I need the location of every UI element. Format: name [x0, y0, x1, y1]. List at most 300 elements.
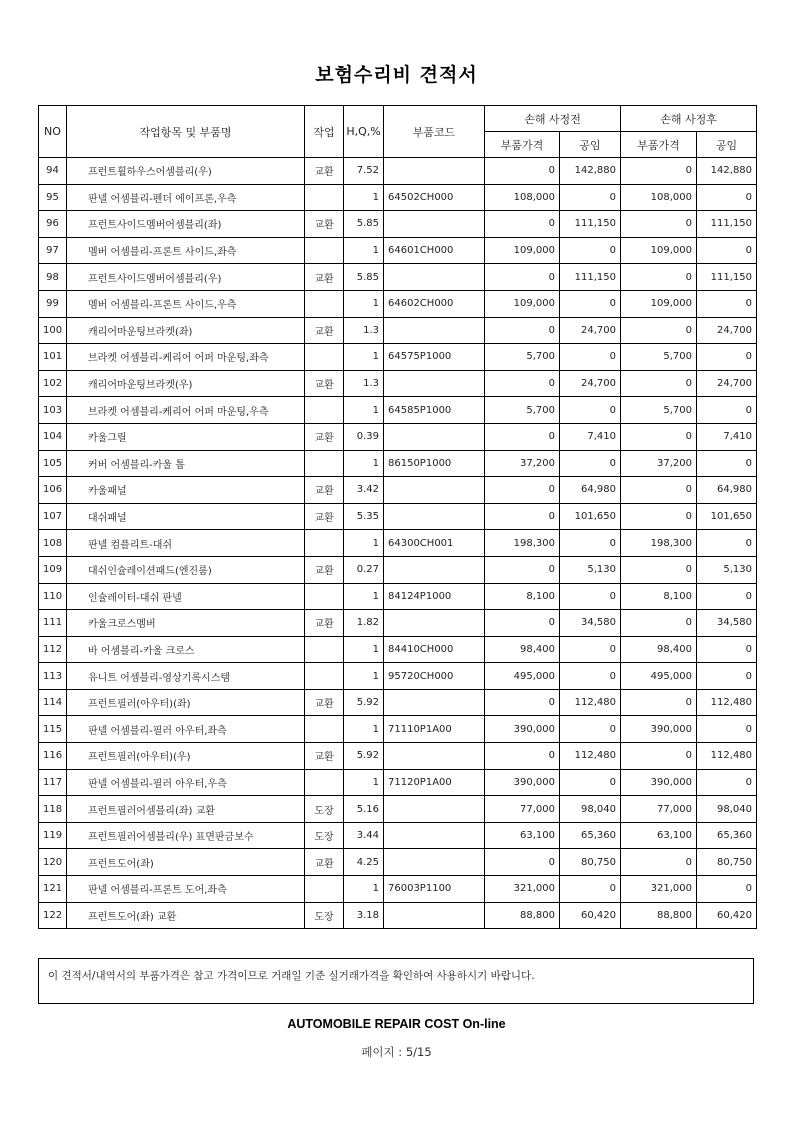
cell-hq: 5.35	[344, 503, 384, 530]
cell-name: 카울패널	[67, 477, 305, 504]
cell-name: 카울그릴	[67, 423, 305, 450]
cell-after-part-price: 198,300	[621, 530, 697, 557]
cell-hq: 7.52	[344, 158, 384, 185]
cell-before-labor: 0	[560, 530, 621, 557]
cell-work	[305, 450, 344, 477]
cell-no: 112	[39, 636, 67, 663]
cell-no: 98	[39, 264, 67, 291]
cell-code	[384, 902, 485, 929]
cell-before-labor: 24,700	[560, 370, 621, 397]
cell-before-labor: 0	[560, 876, 621, 903]
cell-no: 120	[39, 849, 67, 876]
cell-before-part-price: 0	[485, 423, 560, 450]
table-row	[39, 397, 757, 424]
cell-hq: 3.44	[344, 822, 384, 849]
header-after: 손해 사정후	[621, 106, 757, 132]
cell-hq: 1	[344, 583, 384, 610]
cell-after-labor: 0	[697, 184, 757, 211]
cell-hq: 1	[344, 184, 384, 211]
table-row	[39, 423, 757, 450]
cell-no: 100	[39, 317, 67, 344]
table-row	[39, 370, 757, 397]
cell-hq: 1	[344, 237, 384, 264]
cell-before-part-price: 0	[485, 556, 560, 583]
cell-after-labor: 142,880	[697, 158, 757, 185]
cell-code: 64575P1000	[384, 344, 485, 371]
price-notice: 이 견적서/내역서의 부품가격은 참고 가격이므로 거래일 기준 실거래가격을 확인하여 사용하시기 바랍니다.	[38, 958, 754, 1004]
estimate-table	[38, 105, 757, 929]
cell-after-part-price: 108,000	[621, 184, 697, 211]
cell-after-labor: 98,040	[697, 796, 757, 823]
cell-after-labor: 111,150	[697, 211, 757, 238]
cell-code	[384, 370, 485, 397]
cell-work: 교환	[305, 317, 344, 344]
cell-after-labor: 0	[697, 237, 757, 264]
cell-hq: 1	[344, 344, 384, 371]
cell-after-part-price: 88,800	[621, 902, 697, 929]
cell-before-labor: 0	[560, 397, 621, 424]
cell-before-part-price: 0	[485, 264, 560, 291]
cell-after-part-price: 321,000	[621, 876, 697, 903]
cell-no: 94	[39, 158, 67, 185]
cell-code	[384, 849, 485, 876]
cell-hq: 1.3	[344, 317, 384, 344]
cell-before-part-price: 0	[485, 477, 560, 504]
cell-code: 64502CH000	[384, 184, 485, 211]
header-code: 부품코드	[384, 106, 485, 158]
cell-name: 프런트휠하우스어셈블리(우)	[67, 158, 305, 185]
cell-before-part-price: 5,700	[485, 397, 560, 424]
cell-before-labor: 7,410	[560, 423, 621, 450]
cell-work: 교환	[305, 849, 344, 876]
cell-hq: 1	[344, 769, 384, 796]
cell-before-labor: 0	[560, 237, 621, 264]
cell-name: 프런트필러어셈블리(우) 표면판금보수	[67, 822, 305, 849]
cell-before-labor: 34,580	[560, 610, 621, 637]
cell-code	[384, 477, 485, 504]
cell-after-part-price: 0	[621, 477, 697, 504]
cell-after-part-price: 0	[621, 849, 697, 876]
cell-name: 대쉬패널	[67, 503, 305, 530]
cell-after-labor: 0	[697, 450, 757, 477]
footer-brand: AUTOMOBILE REPAIR COST On-line	[287, 1017, 506, 1031]
cell-name: 인슐레이터-대쉬 판넬	[67, 583, 305, 610]
table-row	[39, 530, 757, 557]
cell-no: 110	[39, 583, 67, 610]
cell-code	[384, 423, 485, 450]
cell-after-part-price: 5,700	[621, 397, 697, 424]
cell-code	[384, 689, 485, 716]
cell-no: 104	[39, 423, 67, 450]
cell-no: 97	[39, 237, 67, 264]
cell-before-part-price: 0	[485, 743, 560, 770]
cell-no: 117	[39, 769, 67, 796]
cell-before-labor: 111,150	[560, 264, 621, 291]
table-row	[39, 743, 757, 770]
cell-code: 64602CH000	[384, 290, 485, 317]
cell-after-labor: 0	[697, 583, 757, 610]
cell-before-part-price: 37,200	[485, 450, 560, 477]
header-row-1	[39, 106, 757, 132]
cell-hq: 1	[344, 876, 384, 903]
cell-code	[384, 211, 485, 238]
cell-code: 71120P1A00	[384, 769, 485, 796]
cell-work	[305, 876, 344, 903]
cell-work: 교환	[305, 158, 344, 185]
header-before-labor: 공임	[560, 132, 621, 158]
cell-name: 유니트 어셈블리-영상기록시스템	[67, 663, 305, 690]
cell-work: 도장	[305, 902, 344, 929]
cell-before-part-price: 77,000	[485, 796, 560, 823]
cell-name: 브라켓 어셈블리-케리어 어퍼 마운팅,우측	[67, 397, 305, 424]
cell-after-labor: 0	[697, 663, 757, 690]
cell-after-labor: 0	[697, 716, 757, 743]
table-row	[39, 290, 757, 317]
cell-work	[305, 237, 344, 264]
cell-work: 교환	[305, 423, 344, 450]
cell-no: 116	[39, 743, 67, 770]
cell-work	[305, 636, 344, 663]
cell-no: 105	[39, 450, 67, 477]
cell-before-part-price: 0	[485, 689, 560, 716]
header-hq: H,Q,%	[344, 106, 384, 158]
cell-hq: 1	[344, 716, 384, 743]
table-row	[39, 264, 757, 291]
cell-before-part-price: 109,000	[485, 290, 560, 317]
cell-before-labor: 0	[560, 663, 621, 690]
cell-work: 교환	[305, 477, 344, 504]
cell-name: 판넬 어셈블리-필러 아우터,좌측	[67, 716, 305, 743]
cell-work: 교환	[305, 264, 344, 291]
cell-after-labor: 34,580	[697, 610, 757, 637]
cell-after-labor: 7,410	[697, 423, 757, 450]
cell-before-labor: 0	[560, 344, 621, 371]
table-row	[39, 663, 757, 690]
table-row	[39, 556, 757, 583]
cell-work	[305, 397, 344, 424]
cell-after-part-price: 0	[621, 317, 697, 344]
cell-no: 102	[39, 370, 67, 397]
table-row	[39, 184, 757, 211]
cell-before-part-price: 0	[485, 317, 560, 344]
cell-hq: 3.42	[344, 477, 384, 504]
cell-after-part-price: 0	[621, 158, 697, 185]
cell-before-labor: 60,420	[560, 902, 621, 929]
cell-name: 판넬 어셈블리-필러 아우터,우측	[67, 769, 305, 796]
cell-before-part-price: 0	[485, 370, 560, 397]
cell-before-labor: 0	[560, 583, 621, 610]
cell-after-part-price: 0	[621, 556, 697, 583]
cell-work: 교환	[305, 556, 344, 583]
cell-after-labor: 112,480	[697, 743, 757, 770]
cell-no: 106	[39, 477, 67, 504]
table-row	[39, 769, 757, 796]
table-row	[39, 822, 757, 849]
cell-code	[384, 822, 485, 849]
cell-after-labor: 80,750	[697, 849, 757, 876]
cell-after-part-price: 63,100	[621, 822, 697, 849]
cell-before-part-price: 321,000	[485, 876, 560, 903]
cell-before-labor: 112,480	[560, 743, 621, 770]
cell-no: 103	[39, 397, 67, 424]
cell-name: 프런트필러(아우터)(좌)	[67, 689, 305, 716]
cell-after-labor: 65,360	[697, 822, 757, 849]
cell-name: 판넬 어셈블리-프론트 도어,좌측	[67, 876, 305, 903]
cell-after-part-price: 495,000	[621, 663, 697, 690]
cell-work	[305, 290, 344, 317]
table-row	[39, 636, 757, 663]
cell-name: 대쉬인슐레이션패드(엔진룸)	[67, 556, 305, 583]
cell-code	[384, 796, 485, 823]
cell-name: 프런트사이드멤버어셈블리(좌)	[67, 211, 305, 238]
cell-work: 교환	[305, 211, 344, 238]
cell-name: 캐리어마운팅브라켓(좌)	[67, 317, 305, 344]
header-no: NO	[39, 106, 67, 158]
table-row	[39, 317, 757, 344]
cell-hq: 3.18	[344, 902, 384, 929]
cell-work	[305, 184, 344, 211]
cell-code	[384, 317, 485, 344]
cell-name: 캐리어마운팅브라켓(우)	[67, 370, 305, 397]
cell-before-labor: 0	[560, 716, 621, 743]
cell-after-part-price: 98,400	[621, 636, 697, 663]
cell-before-labor: 0	[560, 769, 621, 796]
cell-code: 64601CH000	[384, 237, 485, 264]
cell-before-labor: 101,650	[560, 503, 621, 530]
cell-code	[384, 743, 485, 770]
cell-name: 카울크로스멤버	[67, 610, 305, 637]
cell-no: 122	[39, 902, 67, 929]
cell-before-part-price: 390,000	[485, 716, 560, 743]
cell-before-labor: 65,360	[560, 822, 621, 849]
cell-work	[305, 530, 344, 557]
cell-before-part-price: 0	[485, 158, 560, 185]
cell-no: 119	[39, 822, 67, 849]
cell-after-part-price: 5,700	[621, 344, 697, 371]
table-row	[39, 716, 757, 743]
cell-after-labor: 0	[697, 397, 757, 424]
cell-no: 113	[39, 663, 67, 690]
cell-hq: 5.85	[344, 211, 384, 238]
cell-before-labor: 112,480	[560, 689, 621, 716]
cell-after-labor: 0	[697, 530, 757, 557]
header-name: 작업항목 및 부품명	[67, 106, 305, 158]
cell-hq: 1	[344, 397, 384, 424]
cell-no: 114	[39, 689, 67, 716]
cell-name: 바 어셈블리-카울 크로스	[67, 636, 305, 663]
cell-code: 95720CH000	[384, 663, 485, 690]
cell-after-labor: 24,700	[697, 317, 757, 344]
cell-before-labor: 24,700	[560, 317, 621, 344]
cell-after-labor: 5,130	[697, 556, 757, 583]
cell-code	[384, 158, 485, 185]
table-row	[39, 689, 757, 716]
cell-hq: 1	[344, 663, 384, 690]
cell-before-labor: 0	[560, 450, 621, 477]
cell-code	[384, 264, 485, 291]
cell-after-labor: 112,480	[697, 689, 757, 716]
table-row	[39, 503, 757, 530]
cell-no: 109	[39, 556, 67, 583]
cell-work	[305, 769, 344, 796]
cell-name: 프런트도어(좌) 교환	[67, 902, 305, 929]
header-work: 작업	[305, 106, 344, 158]
cell-before-labor: 0	[560, 184, 621, 211]
cell-hq: 0.27	[344, 556, 384, 583]
cell-before-part-price: 8,100	[485, 583, 560, 610]
cell-before-part-price: 109,000	[485, 237, 560, 264]
cell-after-part-price: 37,200	[621, 450, 697, 477]
table-row	[39, 344, 757, 371]
cell-name: 판넬 컴플리트-대쉬	[67, 530, 305, 557]
cell-name: 프런트필러어셈블리(좌) 교환	[67, 796, 305, 823]
cell-hq: 5.85	[344, 264, 384, 291]
cell-before-part-price: 0	[485, 211, 560, 238]
cell-hq: 1.82	[344, 610, 384, 637]
cell-after-part-price: 109,000	[621, 237, 697, 264]
cell-no: 107	[39, 503, 67, 530]
cell-work: 교환	[305, 370, 344, 397]
cell-name: 프런트사이드멤버어셈블리(우)	[67, 264, 305, 291]
cell-work	[305, 344, 344, 371]
table-row	[39, 610, 757, 637]
cell-after-labor: 24,700	[697, 370, 757, 397]
cell-no: 95	[39, 184, 67, 211]
cell-code	[384, 503, 485, 530]
cell-after-part-price: 77,000	[621, 796, 697, 823]
cell-code: 64585P1000	[384, 397, 485, 424]
cell-after-labor: 60,420	[697, 902, 757, 929]
cell-name: 브라켓 어셈블리-케리어 어퍼 마운팅,좌측	[67, 344, 305, 371]
cell-before-part-price: 495,000	[485, 663, 560, 690]
cell-before-part-price: 98,400	[485, 636, 560, 663]
cell-after-part-price: 8,100	[621, 583, 697, 610]
cell-after-part-price: 0	[621, 423, 697, 450]
cell-after-labor: 0	[697, 636, 757, 663]
cell-work: 교환	[305, 743, 344, 770]
cell-no: 96	[39, 211, 67, 238]
cell-after-labor: 0	[697, 769, 757, 796]
cell-no: 101	[39, 344, 67, 371]
cell-code: 84124P1000	[384, 583, 485, 610]
table-row	[39, 583, 757, 610]
table-row	[39, 158, 757, 185]
table-row	[39, 450, 757, 477]
cell-before-labor: 142,880	[560, 158, 621, 185]
cell-after-part-price: 390,000	[621, 716, 697, 743]
cell-before-labor: 5,130	[560, 556, 621, 583]
cell-before-labor: 64,980	[560, 477, 621, 504]
cell-after-part-price: 0	[621, 743, 697, 770]
cell-no: 108	[39, 530, 67, 557]
cell-name: 멤버 어셈블리-프론트 사이드,좌측	[67, 237, 305, 264]
cell-no: 99	[39, 290, 67, 317]
cell-before-labor: 0	[560, 290, 621, 317]
cell-name: 멤버 어셈블리-프론트 사이드,우측	[67, 290, 305, 317]
cell-name: 프런트도어(좌)	[67, 849, 305, 876]
cell-after-part-price: 0	[621, 503, 697, 530]
cell-before-part-price: 198,300	[485, 530, 560, 557]
header-before: 손해 사정전	[485, 106, 621, 132]
cell-after-labor: 64,980	[697, 477, 757, 504]
header-after-labor: 공임	[697, 132, 757, 158]
cell-hq: 0.39	[344, 423, 384, 450]
table-body	[39, 158, 757, 929]
cell-hq: 5.16	[344, 796, 384, 823]
table-row	[39, 796, 757, 823]
cell-before-labor: 0	[560, 636, 621, 663]
cell-code	[384, 610, 485, 637]
cell-before-labor: 111,150	[560, 211, 621, 238]
cell-work	[305, 663, 344, 690]
cell-hq: 1.3	[344, 370, 384, 397]
cell-name: 커버 어셈블리-카울 톱	[67, 450, 305, 477]
cell-after-labor: 0	[697, 876, 757, 903]
cell-hq: 1	[344, 530, 384, 557]
cell-hq: 1	[344, 290, 384, 317]
cell-before-labor: 80,750	[560, 849, 621, 876]
cell-no: 121	[39, 876, 67, 903]
cell-code: 86150P1000	[384, 450, 485, 477]
cell-code	[384, 556, 485, 583]
cell-work: 교환	[305, 610, 344, 637]
header-before-part-price: 부품가격	[485, 132, 560, 158]
table-row	[39, 477, 757, 504]
cell-before-part-price: 0	[485, 610, 560, 637]
table-row	[39, 849, 757, 876]
cell-work	[305, 716, 344, 743]
cell-before-part-price: 5,700	[485, 344, 560, 371]
cell-after-labor: 0	[697, 290, 757, 317]
cell-before-labor: 98,040	[560, 796, 621, 823]
cell-code: 76003P1100	[384, 876, 485, 903]
cell-before-part-price: 63,100	[485, 822, 560, 849]
cell-after-part-price: 109,000	[621, 290, 697, 317]
cell-hq: 4.25	[344, 849, 384, 876]
cell-after-labor: 101,650	[697, 503, 757, 530]
cell-no: 118	[39, 796, 67, 823]
table-row	[39, 237, 757, 264]
cell-hq: 5.92	[344, 689, 384, 716]
page-number: 페이지 : 5/15	[361, 1045, 432, 1059]
table-row	[39, 876, 757, 903]
cell-name: 프런트필러(아우터)(우)	[67, 743, 305, 770]
cell-work: 교환	[305, 503, 344, 530]
cell-after-part-price: 0	[621, 689, 697, 716]
cell-after-part-price: 0	[621, 264, 697, 291]
cell-name: 판넬 어셈블리-펜더 에이프론,우측	[67, 184, 305, 211]
cell-no: 111	[39, 610, 67, 637]
cell-work: 도장	[305, 822, 344, 849]
cell-after-part-price: 390,000	[621, 769, 697, 796]
cell-after-part-price: 0	[621, 370, 697, 397]
document-title: 보험수리비 견적서	[315, 64, 478, 86]
cell-hq: 1	[344, 450, 384, 477]
cell-before-part-price: 0	[485, 849, 560, 876]
cell-work: 교환	[305, 689, 344, 716]
table-row	[39, 211, 757, 238]
header-after-part-price: 부품가격	[621, 132, 697, 158]
cell-after-labor: 0	[697, 344, 757, 371]
cell-code: 64300CH001	[384, 530, 485, 557]
cell-hq: 5.92	[344, 743, 384, 770]
cell-after-part-price: 0	[621, 610, 697, 637]
cell-after-labor: 111,150	[697, 264, 757, 291]
cell-hq: 1	[344, 636, 384, 663]
cell-code: 71110P1A00	[384, 716, 485, 743]
cell-before-part-price: 0	[485, 503, 560, 530]
cell-before-part-price: 108,000	[485, 184, 560, 211]
